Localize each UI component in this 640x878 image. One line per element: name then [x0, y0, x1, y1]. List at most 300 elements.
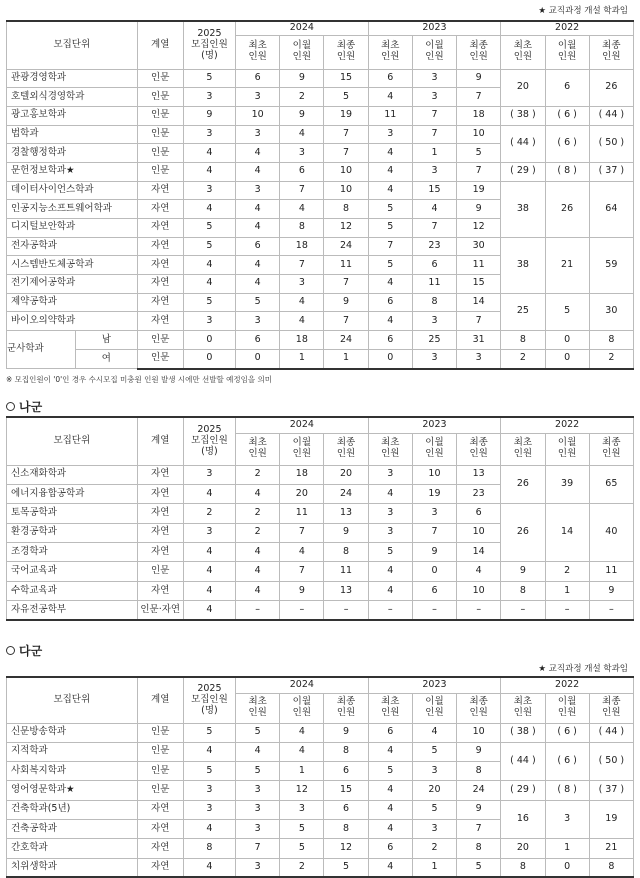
- value-2023-cell: 19: [457, 181, 501, 200]
- value-2022-cell: 26: [501, 465, 545, 504]
- value-2023-cell: 7: [412, 523, 456, 542]
- field-cell: 인문: [137, 723, 183, 742]
- value-2023-cell: 11: [412, 275, 456, 294]
- value-2023-cell: 4: [368, 275, 412, 294]
- value-2024-cell: 5: [324, 88, 368, 107]
- value-2022-cell: 26: [589, 69, 633, 106]
- value-2024-cell: 7: [280, 256, 324, 275]
- value-2022-cell: 40: [589, 504, 633, 562]
- value-2024-cell: 4: [280, 200, 324, 219]
- value-2023-cell: 8: [412, 293, 456, 312]
- quota-cell: 2: [183, 504, 235, 523]
- unit-name-cell: [7, 331, 138, 369]
- quota-cell: 3: [183, 523, 235, 542]
- header-sub-row: 최초 인원 이월 인원 최종 인원 최초 인원 이월 인원 최종 인원 최초 인원 이월 인원 최종 인원: [7, 35, 634, 69]
- table-row: [7, 331, 634, 350]
- quota-cell: 4: [183, 543, 235, 562]
- table-row: [7, 237, 634, 256]
- header-sub-row: 최초 인원 이월 인원 최종 인원 최초 인원 이월 인원 최종 인원 최초 인원 이월 인원 최종 인원: [7, 433, 634, 465]
- value-2022-cell: ( 44 ): [589, 723, 633, 742]
- table-row: [7, 800, 634, 819]
- value-2022-cell: 21: [589, 839, 633, 858]
- value-2023-cell: 4: [368, 781, 412, 800]
- value-2024-cell: 3: [280, 275, 324, 294]
- value-2024-cell: 4: [236, 144, 280, 163]
- value-2024-cell: 4: [236, 256, 280, 275]
- value-2022-cell: 1: [545, 839, 589, 858]
- quota-cell: 3: [183, 125, 235, 144]
- value-2024-cell: 13: [324, 581, 368, 600]
- value-2024-cell: 2: [236, 504, 280, 523]
- quota-cell: 3: [183, 465, 235, 484]
- value-2023-cell: 4: [368, 800, 412, 819]
- value-2023-cell: 3: [368, 125, 412, 144]
- value-2024-cell: 4: [280, 293, 324, 312]
- value-2024-cell: 4: [236, 742, 280, 761]
- quota-cell: 5: [183, 219, 235, 238]
- value-2022-cell: 3: [545, 800, 589, 839]
- quota-cell: 4: [183, 256, 235, 275]
- value-2023-cell: 9: [457, 800, 501, 819]
- unit-name-cell: 디지털보안학과: [7, 219, 138, 238]
- unit-name-cell: 시스템반도체공학과: [7, 256, 138, 275]
- field-cell: 자연: [137, 465, 183, 484]
- value-2022-cell: 8: [589, 331, 633, 350]
- table-row: [7, 69, 634, 88]
- header-unit: 모집단위: [7, 417, 138, 465]
- value-2024-cell: 1: [280, 350, 324, 369]
- value-2022-cell: 2: [589, 350, 633, 369]
- field-cell: 인문: [137, 162, 183, 181]
- value-2023-cell: 15: [457, 275, 501, 294]
- value-2024-cell: 18: [280, 237, 324, 256]
- value-2023-cell: 4: [368, 181, 412, 200]
- value-2023-cell: 7: [457, 819, 501, 838]
- field-cell: 인문: [137, 350, 183, 369]
- quota-cell: 0: [183, 331, 235, 350]
- unit-name-cell: 전자공학과: [7, 237, 138, 256]
- value-2022-cell: 21: [545, 237, 589, 293]
- quota-cell: 3: [183, 88, 235, 107]
- value-2024-cell: 7: [280, 562, 324, 581]
- circle-bullet-icon: [6, 402, 15, 411]
- table-row: [7, 858, 634, 877]
- unit-name-cell: 신소재화학과: [7, 465, 138, 484]
- quota-cell: 5: [183, 293, 235, 312]
- value-2024-cell: 7: [324, 144, 368, 163]
- field-cell: 자연: [137, 484, 183, 503]
- value-2024-cell: 3: [280, 144, 324, 163]
- value-2022-cell: 26: [501, 504, 545, 562]
- value-2022-cell: ( 44 ): [501, 125, 545, 162]
- value-2024-cell: 2: [236, 523, 280, 542]
- value-2024-cell: 4: [236, 562, 280, 581]
- group-da-table: [6, 676, 634, 878]
- unit-name-cell: 국어교육과: [7, 562, 138, 581]
- unit-name-cell: 신문방송학과: [7, 723, 138, 742]
- field-cell: 인문: [137, 762, 183, 781]
- value-2022-cell: 8: [589, 858, 633, 877]
- unit-name-cell: 조경학과: [7, 543, 138, 562]
- unit-name-cell: 경찰행정학과: [7, 144, 138, 163]
- value-2022-cell: ( 37 ): [589, 781, 633, 800]
- value-2022-cell: 20: [501, 69, 545, 106]
- value-2024-cell: 7: [324, 275, 368, 294]
- table-row: [7, 839, 634, 858]
- value-2022-cell: 6: [545, 69, 589, 106]
- value-2024-cell: 24: [324, 484, 368, 503]
- quota-cell: 4: [183, 742, 235, 761]
- quota-cell: 4: [183, 562, 235, 581]
- value-2024-cell: 6: [236, 237, 280, 256]
- value-2023-cell: 25: [412, 331, 456, 350]
- unit-name-cell: 인공지능소프트웨어학과: [7, 200, 138, 219]
- header-year-2022: 2022: [501, 21, 634, 35]
- value-2023-cell: 3: [368, 523, 412, 542]
- field-cell: 인문: [137, 562, 183, 581]
- field-cell: 인문: [137, 106, 183, 125]
- table-row: [7, 181, 634, 200]
- field-cell: 인문: [137, 144, 183, 163]
- value-2024-cell: 5: [280, 839, 324, 858]
- value-2024-cell: –: [236, 601, 280, 620]
- value-2022-cell: ( 6 ): [545, 723, 589, 742]
- value-2022-cell: 65: [589, 465, 633, 504]
- header-year-2023: 2023: [368, 677, 501, 693]
- quota-cell: 5: [183, 237, 235, 256]
- field-cell: 인문: [137, 125, 183, 144]
- value-2023-cell: 6: [368, 69, 412, 88]
- table-row: [7, 504, 634, 523]
- value-2023-cell: 23: [412, 237, 456, 256]
- value-2022-cell: 8: [501, 331, 545, 350]
- quota-cell: 4: [183, 581, 235, 600]
- quota-cell: 5: [183, 723, 235, 742]
- value-2022-cell: 1: [545, 581, 589, 600]
- field-cell: 자연: [137, 581, 183, 600]
- value-2023-cell: 7: [412, 219, 456, 238]
- unit-name-cell: 에너지융합공학과: [7, 484, 138, 503]
- value-2024-cell: 13: [324, 504, 368, 523]
- value-2024-cell: 6: [236, 69, 280, 88]
- value-2022-cell: 0: [545, 331, 589, 350]
- teaching-course-note: ★ 교직과정 개설 학과임: [538, 664, 628, 674]
- unit-name-cell: 수학교육과: [7, 581, 138, 600]
- value-2023-cell: 12: [457, 219, 501, 238]
- value-2024-cell: 4: [280, 312, 324, 331]
- value-2022-cell: –: [589, 601, 633, 620]
- value-2024-cell: 4: [280, 723, 324, 742]
- value-2024-cell: 3: [236, 312, 280, 331]
- quota-cell: 9: [183, 106, 235, 125]
- value-2023-cell: 5: [412, 800, 456, 819]
- value-2024-cell: 4: [236, 162, 280, 181]
- quota-cell: 0: [183, 350, 235, 369]
- value-2024-cell: 7: [324, 312, 368, 331]
- value-2023-cell: 9: [457, 742, 501, 761]
- value-2022-cell: –: [545, 601, 589, 620]
- value-2023-cell: 4: [368, 819, 412, 838]
- value-2023-cell: 4: [368, 581, 412, 600]
- value-2023-cell: 9: [457, 69, 501, 88]
- field-cell: 자연: [137, 800, 183, 819]
- value-2024-cell: 1: [280, 762, 324, 781]
- field-cell: 자연: [137, 219, 183, 238]
- value-2024-cell: 8: [324, 742, 368, 761]
- value-2024-cell: 9: [324, 523, 368, 542]
- value-2023-cell: 3: [457, 350, 501, 369]
- table-row: [7, 723, 634, 742]
- field-cell: 자연: [137, 504, 183, 523]
- value-2023-cell: 3: [412, 312, 456, 331]
- circle-bullet-icon: [6, 646, 15, 655]
- value-2022-cell: ( 50 ): [589, 125, 633, 162]
- value-2024-cell: 6: [280, 162, 324, 181]
- value-2024-cell: 10: [324, 162, 368, 181]
- value-2024-cell: 9: [280, 581, 324, 600]
- value-2022-cell: ( 44 ): [501, 742, 545, 781]
- value-2024-cell: 15: [324, 781, 368, 800]
- value-2024-cell: 20: [324, 465, 368, 484]
- value-2024-cell: 4: [236, 484, 280, 503]
- value-2023-cell: 4: [368, 742, 412, 761]
- value-2024-cell: 24: [324, 331, 368, 350]
- value-2022-cell: 30: [589, 293, 633, 330]
- field-cell: 자연: [137, 858, 183, 877]
- value-2022-cell: 0: [545, 350, 589, 369]
- table-row: [7, 742, 634, 761]
- value-2022-cell: 38: [501, 237, 545, 293]
- value-2024-cell: 4: [236, 581, 280, 600]
- value-2022-cell: ( 6 ): [545, 742, 589, 781]
- value-2023-cell: 5: [457, 858, 501, 877]
- header-quota-2025: 2025 모집인원 (명): [183, 677, 235, 723]
- value-2024-cell: 3: [236, 819, 280, 838]
- value-2024-cell: –: [324, 601, 368, 620]
- value-2024-cell: 8: [324, 543, 368, 562]
- value-2024-cell: 4: [236, 219, 280, 238]
- value-2023-cell: 3: [412, 162, 456, 181]
- value-2022-cell: 8: [501, 858, 545, 877]
- value-2022-cell: 20: [501, 839, 545, 858]
- military-dept-name: 군사학과: [7, 331, 76, 368]
- value-2022-cell: ( 8 ): [545, 162, 589, 181]
- value-2023-cell: 4: [457, 562, 501, 581]
- value-2023-cell: 10: [412, 465, 456, 484]
- value-2022-cell: ( 29 ): [501, 781, 545, 800]
- table-row: [7, 581, 634, 600]
- value-2024-cell: 3: [236, 181, 280, 200]
- quota-cell: 3: [183, 800, 235, 819]
- value-2022-cell: 38: [501, 181, 545, 237]
- value-2024-cell: 3: [236, 858, 280, 877]
- value-2024-cell: 0: [236, 350, 280, 369]
- field-cell: 인문: [137, 69, 183, 88]
- value-2024-cell: 24: [324, 237, 368, 256]
- value-2024-cell: 7: [280, 181, 324, 200]
- unit-name-cell: 토목공학과: [7, 504, 138, 523]
- value-2024-cell: 8: [280, 219, 324, 238]
- value-2022-cell: 14: [545, 504, 589, 562]
- field-cell: 자연: [137, 293, 183, 312]
- value-2024-cell: 6: [324, 800, 368, 819]
- value-2022-cell: ( 50 ): [589, 742, 633, 781]
- value-2024-cell: 9: [324, 293, 368, 312]
- value-2022-cell: 26: [545, 181, 589, 237]
- value-2022-cell: 19: [589, 800, 633, 839]
- field-cell: 인문: [137, 742, 183, 761]
- header-year-2024: 2024: [236, 417, 369, 433]
- field-cell: 인문: [137, 331, 183, 350]
- value-2022-cell: 64: [589, 181, 633, 237]
- unit-name-cell: 관광경영학과: [7, 69, 138, 88]
- value-2023-cell: 4: [368, 88, 412, 107]
- value-2022-cell: ( 44 ): [589, 106, 633, 125]
- value-2022-cell: 11: [589, 562, 633, 581]
- section-heading-da: 다군: [6, 642, 42, 659]
- value-2023-cell: 6: [412, 256, 456, 275]
- value-2022-cell: ( 6 ): [545, 125, 589, 162]
- header-unit: 모집단위: [7, 677, 138, 723]
- value-2023-cell: 7: [412, 125, 456, 144]
- value-2024-cell: 2: [280, 858, 324, 877]
- value-2023-cell: 0: [368, 350, 412, 369]
- value-2022-cell: 39: [545, 465, 589, 504]
- value-2023-cell: 6: [368, 723, 412, 742]
- value-2023-cell: 5: [368, 762, 412, 781]
- value-2022-cell: 59: [589, 237, 633, 293]
- value-2024-cell: 3: [236, 88, 280, 107]
- value-2023-cell: 13: [457, 465, 501, 484]
- value-2024-cell: 12: [280, 781, 324, 800]
- quota-cell: 4: [183, 858, 235, 877]
- unit-name-cell: 치위생학과: [7, 858, 138, 877]
- unit-name-cell: 환경공학과: [7, 523, 138, 542]
- value-2023-cell: 4: [412, 200, 456, 219]
- value-2023-cell: 18: [457, 106, 501, 125]
- value-2022-cell: ( 37 ): [589, 162, 633, 181]
- value-2024-cell: 5: [236, 723, 280, 742]
- table-row: [7, 562, 634, 581]
- value-2023-cell: 15: [412, 181, 456, 200]
- value-2023-cell: 6: [368, 293, 412, 312]
- sex-label: 여: [101, 352, 111, 364]
- unit-name-cell: 데이터사이언스학과: [7, 181, 138, 200]
- value-2023-cell: 7: [368, 237, 412, 256]
- table-row: [7, 781, 634, 800]
- table-row: [7, 601, 634, 620]
- value-2024-cell: 5: [236, 293, 280, 312]
- value-2023-cell: 24: [457, 781, 501, 800]
- header-year-2023: 2023: [368, 21, 501, 35]
- value-2023-cell: 7: [457, 88, 501, 107]
- header-year-2024: 2024: [236, 677, 369, 693]
- value-2023-cell: 31: [457, 331, 501, 350]
- value-2023-cell: 7: [457, 162, 501, 181]
- value-2024-cell: 9: [280, 69, 324, 88]
- value-2024-cell: 3: [236, 125, 280, 144]
- value-2022-cell: 5: [545, 293, 589, 330]
- value-2023-cell: 23: [457, 484, 501, 503]
- field-cell: 자연: [137, 819, 183, 838]
- header-field: 계열: [137, 677, 183, 723]
- unit-name-cell: 법학과: [7, 125, 138, 144]
- quota-cell: 4: [183, 200, 235, 219]
- value-2023-cell: 6: [368, 839, 412, 858]
- value-2023-cell: 10: [457, 125, 501, 144]
- value-2024-cell: 11: [280, 504, 324, 523]
- field-cell: 인문: [137, 781, 183, 800]
- field-cell: 인문·자연: [137, 601, 183, 620]
- value-2024-cell: 4: [280, 543, 324, 562]
- value-2023-cell: 6: [412, 581, 456, 600]
- value-2022-cell: ( 8 ): [545, 781, 589, 800]
- quota-cell: 3: [183, 181, 235, 200]
- value-2024-cell: 20: [280, 484, 324, 503]
- value-2023-cell: 5: [368, 256, 412, 275]
- value-2023-cell: 30: [457, 237, 501, 256]
- value-2023-cell: 7: [457, 312, 501, 331]
- value-2023-cell: 7: [412, 106, 456, 125]
- field-cell: 자연: [137, 543, 183, 562]
- value-2023-cell: 10: [457, 523, 501, 542]
- value-2023-cell: 3: [368, 504, 412, 523]
- quota-cell: 4: [183, 819, 235, 838]
- value-2024-cell: 5: [280, 819, 324, 838]
- value-2023-cell: 3: [412, 350, 456, 369]
- unit-name-cell: 문헌정보학과★: [7, 162, 138, 181]
- value-2023-cell: 3: [412, 69, 456, 88]
- value-2024-cell: 19: [324, 106, 368, 125]
- value-2022-cell: 25: [501, 293, 545, 330]
- value-2024-cell: 7: [280, 523, 324, 542]
- field-cell: 자연: [137, 200, 183, 219]
- value-2023-cell: 11: [457, 256, 501, 275]
- value-2023-cell: 4: [368, 484, 412, 503]
- value-2024-cell: 10: [324, 181, 368, 200]
- header-year-2022: 2022: [501, 677, 634, 693]
- unit-name-cell: 지적학과: [7, 742, 138, 761]
- value-2023-cell: 3: [412, 762, 456, 781]
- value-2023-cell: 3: [412, 504, 456, 523]
- unit-name-cell: 제약공학과: [7, 293, 138, 312]
- value-2023-cell: 3: [412, 88, 456, 107]
- value-2024-cell: 1: [324, 350, 368, 369]
- value-2024-cell: 3: [236, 781, 280, 800]
- unit-name-cell: 영어영문학과★: [7, 781, 138, 800]
- teaching-course-note: ★ 교직과정 개설 학과임: [538, 6, 628, 16]
- value-2022-cell: 2: [501, 350, 545, 369]
- value-2024-cell: 2: [280, 88, 324, 107]
- table-row: [7, 162, 634, 181]
- quota-cell: 4: [183, 162, 235, 181]
- field-cell: 자연: [137, 312, 183, 331]
- value-2023-cell: –: [412, 601, 456, 620]
- field-cell: 자연: [137, 839, 183, 858]
- value-2024-cell: 5: [236, 762, 280, 781]
- value-2022-cell: 9: [589, 581, 633, 600]
- value-2022-cell: 16: [501, 800, 545, 839]
- value-2023-cell: –: [457, 601, 501, 620]
- value-2022-cell: ( 38 ): [501, 106, 545, 125]
- quota-cell: 4: [183, 601, 235, 620]
- field-cell: 자연: [137, 523, 183, 542]
- quota-cell: 8: [183, 839, 235, 858]
- quota-cell: 3: [183, 781, 235, 800]
- value-2023-cell: 2: [412, 839, 456, 858]
- unit-name-cell: 건축공학과: [7, 819, 138, 838]
- value-2024-cell: 7: [236, 839, 280, 858]
